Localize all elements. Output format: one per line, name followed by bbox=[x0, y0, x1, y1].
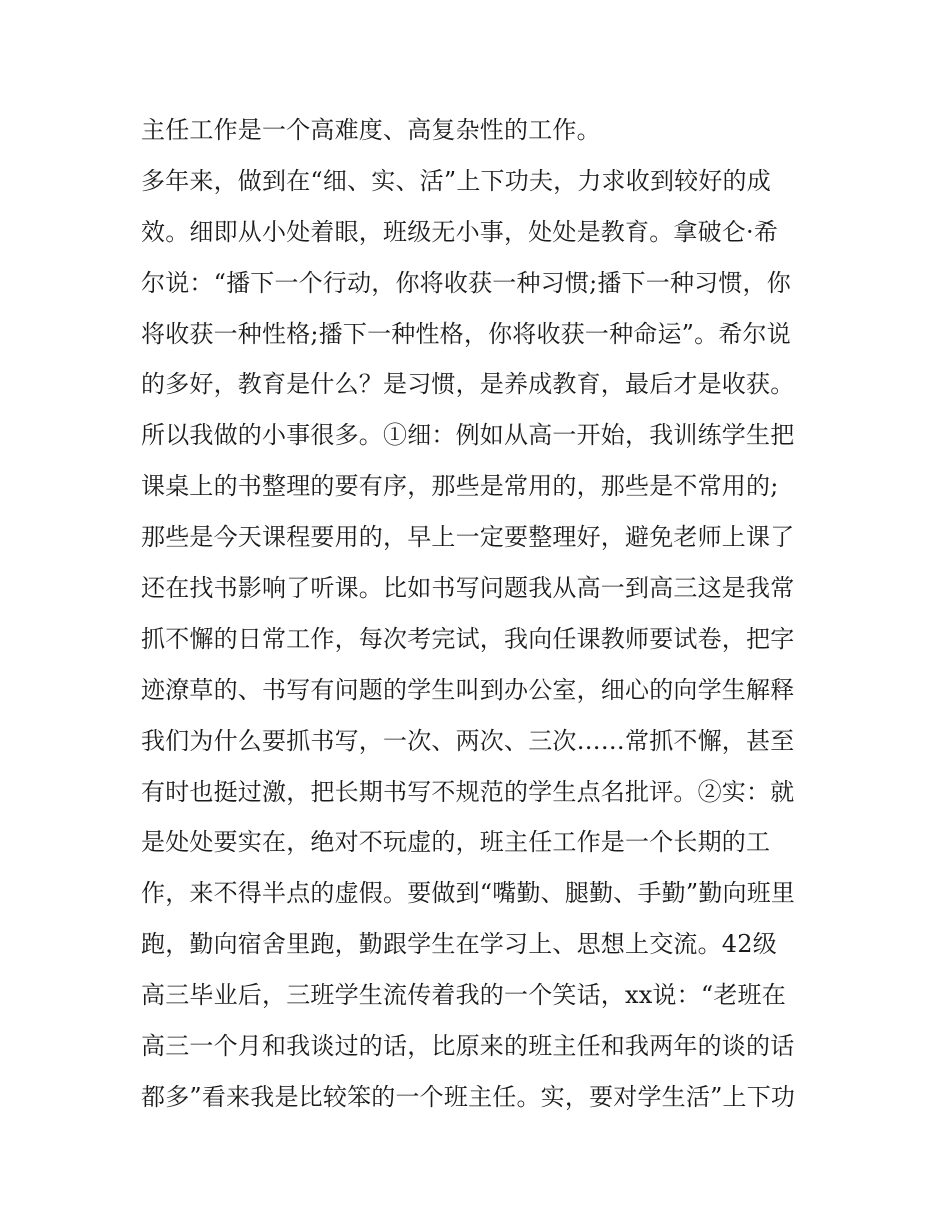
text-line: 尔说：“播下一个行动，你将收获一种习惯;播下一种习惯，你 bbox=[141, 268, 791, 297]
text-line: 课桌上的书整理的要有序，那些是常用的，那些是不常用的; bbox=[141, 472, 779, 501]
text-line: 我们为什么要抓书写，一次、两次、三次……常抓不懈，甚至 bbox=[141, 726, 795, 755]
text-line: 是处处要实在，绝对不玩虚的，班主任工作是一个长期的工 bbox=[141, 828, 771, 857]
text-line: 抓不懈的日常工作，每次考完试，我向任课教师要试卷，把字 bbox=[141, 624, 795, 653]
text-line: 还在找书影响了听课。比如书写问题我从高一到高三这是我常 bbox=[141, 574, 795, 603]
body-text bbox=[141, 105, 821, 1123]
text-line: 跑，勤向宿舍里跑，勤跟学生在学习上、思想上交流。42级 bbox=[141, 930, 777, 959]
text-line: 主任工作是一个高难度、高复杂性的工作。 bbox=[141, 116, 601, 144]
text-line: 那些是今天课程要用的，早上一定要整理好，避免老师上课了 bbox=[141, 523, 795, 552]
text-line: 有时也挺过激，把长期书写不规范的学生点名批评。②实：就 bbox=[141, 777, 795, 806]
text-line: 高三毕业后，三班学生流传着我的一个笑话，xx说：“老班在 bbox=[141, 981, 786, 1010]
text-line: 所以我做的小事很多。①细：例如从高一开始，我训练学生把 bbox=[141, 421, 795, 450]
text-line: 的多好，教育是什么？是习惯，是养成教育，最后才是收获。 bbox=[141, 370, 795, 399]
text-line: 将收获一种性格;播下一种性格，你将收获一种命运”。希尔说 bbox=[141, 319, 791, 348]
text-line: 多年来，做到在“细、实、活”上下功夫，力求收到较好的成 bbox=[141, 166, 771, 195]
text-line: 都多”看来我是比较笨的一个班主任。实，要对学生活”上下功 bbox=[141, 1082, 796, 1111]
text-line: 迹潦草的、书写有问题的学生叫到办公室，细心的向学生解释 bbox=[141, 675, 795, 704]
text-line: 作，来不得半点的虚假。要做到“嘴勤、腿勤、手勤”勤向班里 bbox=[141, 879, 796, 908]
text-line: 高三一个月和我谈过的话，比原来的班主任和我两年的谈的话 bbox=[141, 1032, 795, 1061]
text-line: 效。细即从小处着眼，班级无小事，处处是教育。拿破仑·希 bbox=[141, 217, 779, 246]
